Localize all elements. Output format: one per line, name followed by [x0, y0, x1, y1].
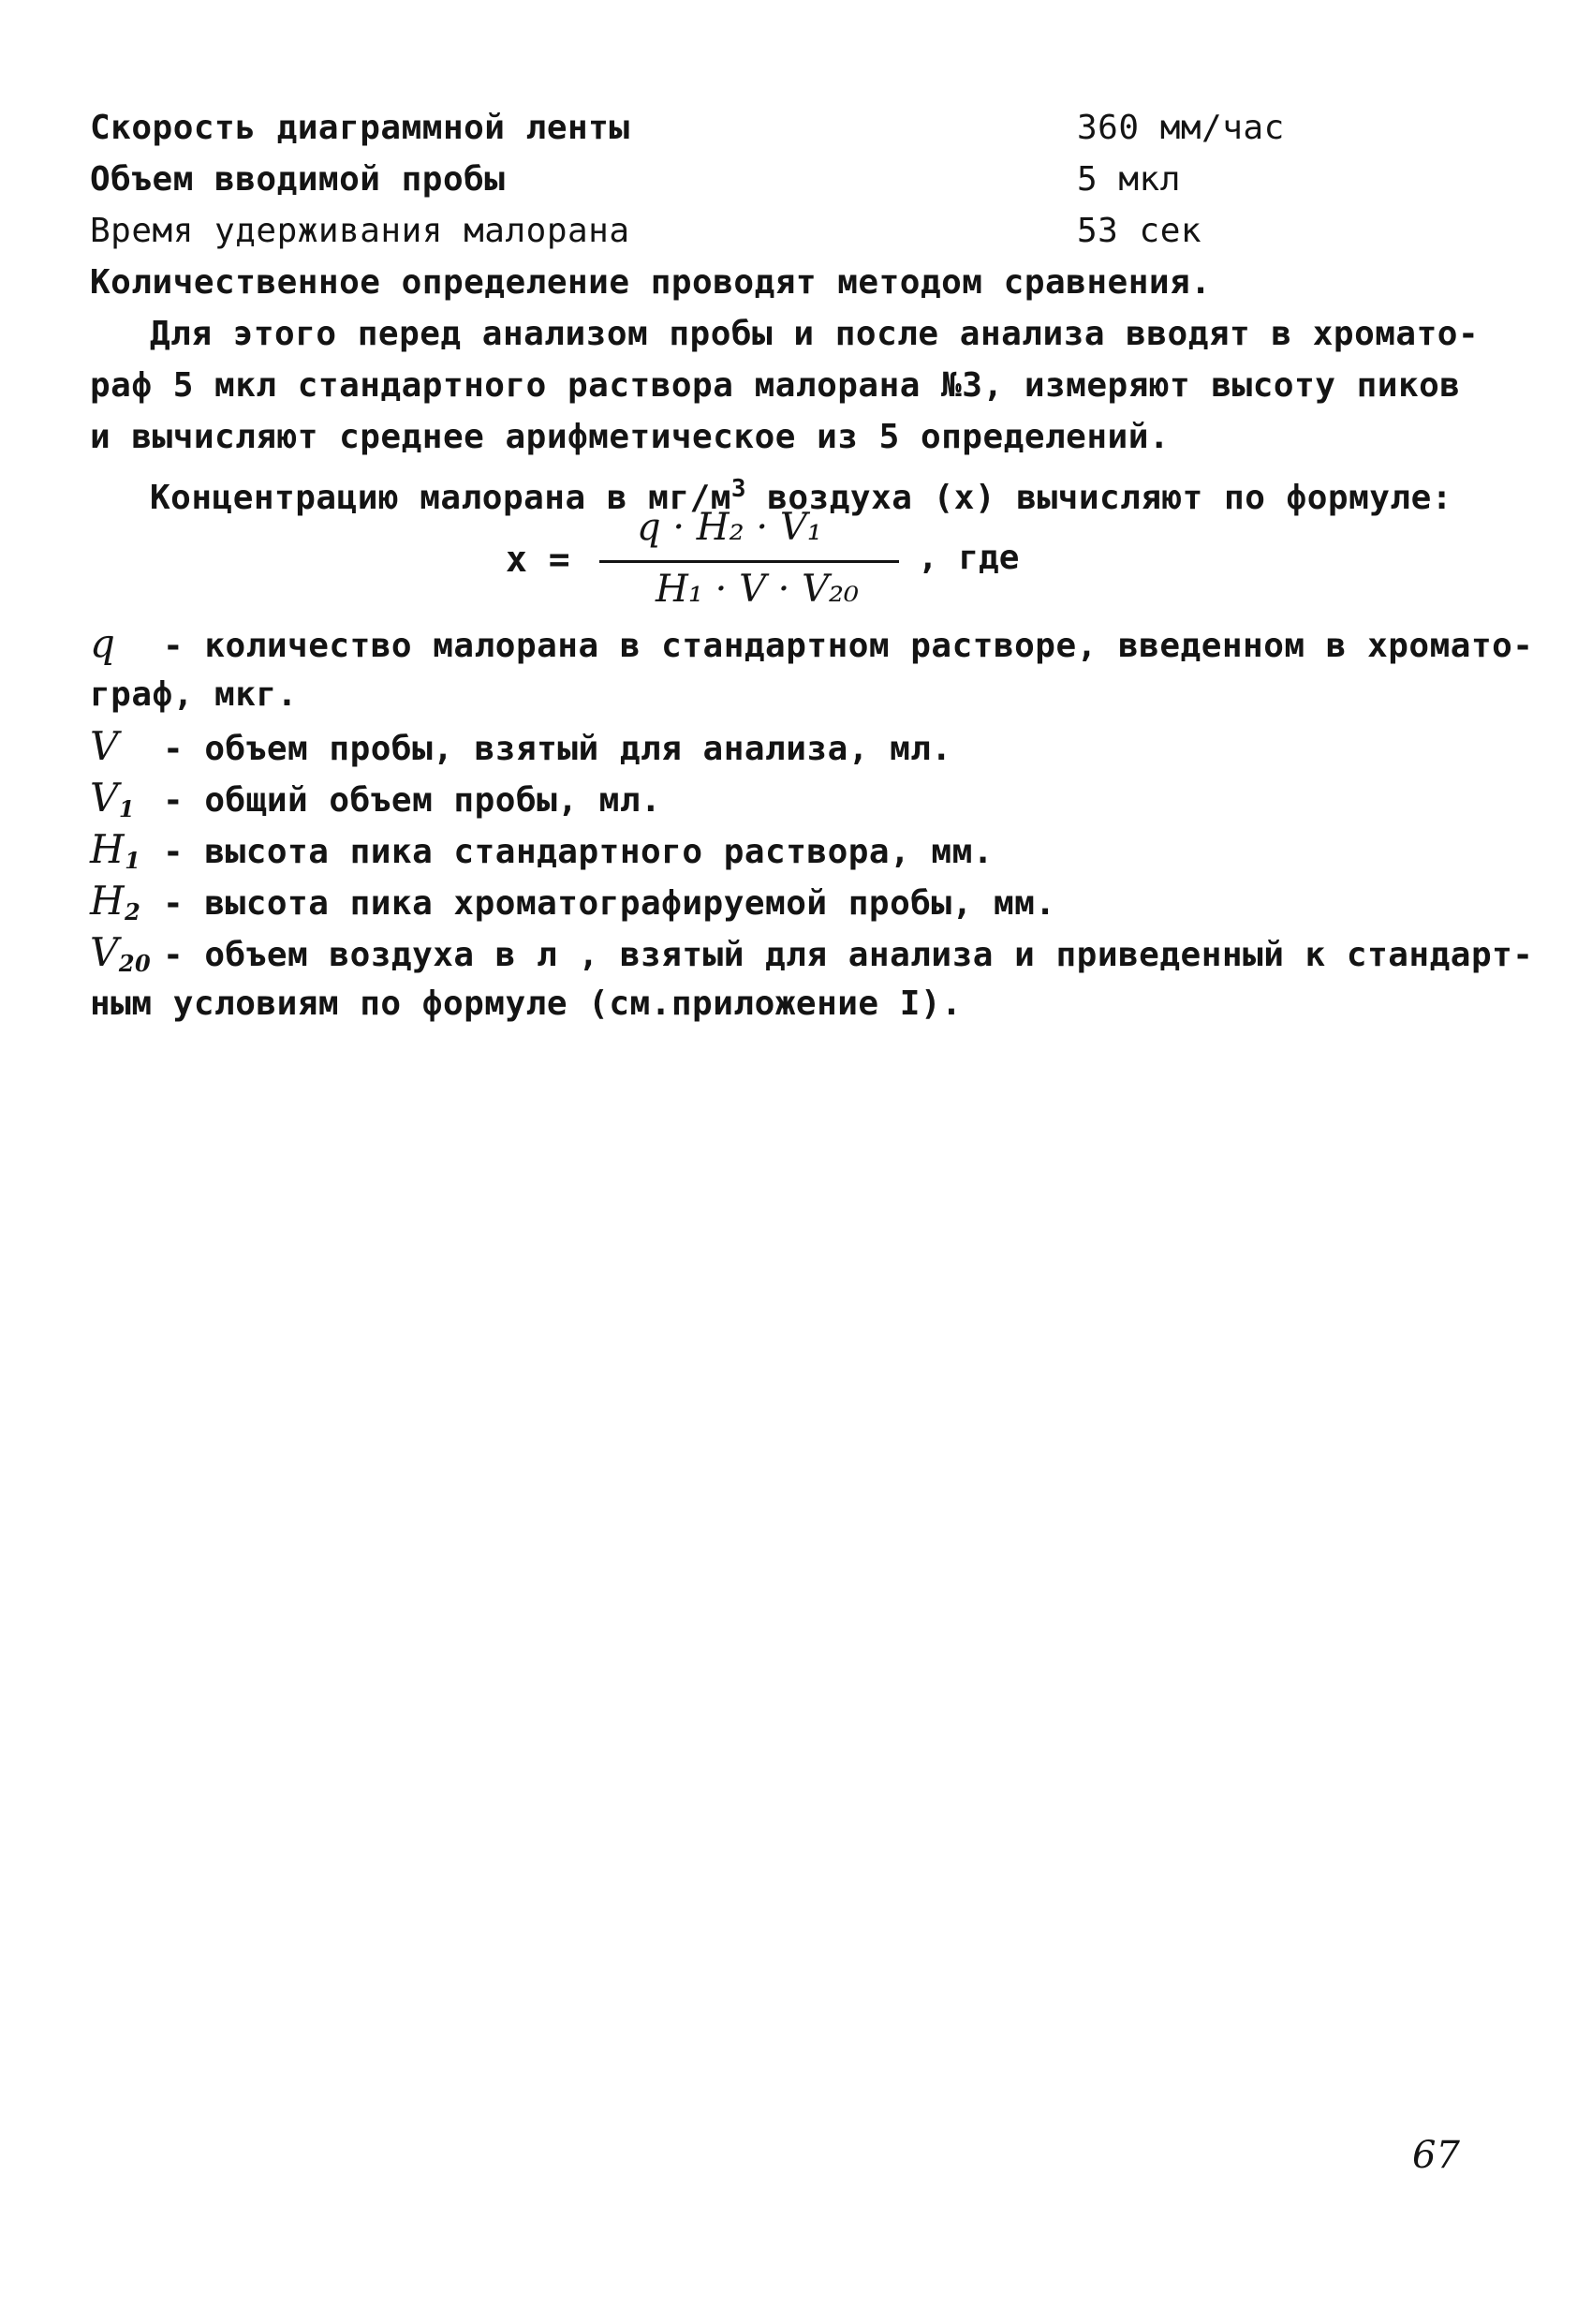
- para1-line1: Для этого перед анализом пробы и после анализа вводят в хромато-: [150, 315, 1480, 353]
- definition-h1-text: - высота пика стандартного раствора, мм.: [163, 833, 994, 871]
- param-label-speed: Скорость диаграммной ленты: [90, 109, 630, 147]
- fraction-bar: [599, 560, 899, 563]
- formula-suffix: , где: [918, 539, 1020, 577]
- symbol-v1: $V_1$: [90, 775, 136, 822]
- formula-denominator: H₁ · V · V₂₀: [656, 568, 860, 611]
- para2-suffix: воздуха (х) вычисляют по формуле:: [746, 479, 1452, 517]
- definition-v-text: - объем пробы, взятый для анализа, мл.: [163, 730, 952, 768]
- param-value-retention: 53 сек: [1077, 212, 1202, 250]
- symbol-q: q: [90, 620, 116, 666]
- definition-q-cont: граф, мкг.: [90, 675, 298, 714]
- para2-prefix: Концентрацию малорана в мг/м: [150, 479, 731, 517]
- definition-h2: [90, 878, 1056, 933]
- symbol-v20: $V_{20}$: [90, 929, 152, 977]
- param-value-volume: 5 мкл: [1077, 160, 1181, 199]
- para1-line3: и вычисляют среднее арифметическое из 5 определений.: [90, 418, 1171, 456]
- param-label-retention: Время удерживания малорана: [90, 212, 630, 250]
- formula-lhs: х =: [506, 539, 570, 580]
- formula-numerator: q · H₂ · V₁: [637, 506, 822, 549]
- definition-h2-text: - высота пика хроматографируемой пробы, мм.: [163, 884, 1056, 923]
- page-number: 67: [1412, 2134, 1460, 2177]
- definition-v1: [90, 777, 661, 830]
- param-value-speed: 360 мм/час: [1077, 109, 1285, 147]
- symbol-v: V: [90, 723, 119, 769]
- definition-q: [90, 620, 1534, 667]
- definition-v20-text: - объем воздуха в л , взятый для анализа и приведенный к стандарт-: [163, 936, 1534, 974]
- definition-v: [90, 723, 952, 770]
- para2-superscript: 3: [730, 475, 747, 503]
- method-text: Количественное определение проводят методом сравнения.: [90, 263, 1212, 302]
- definition-h1: [90, 826, 994, 881]
- param-label-volume: Объем вводимой пробы: [90, 160, 506, 199]
- symbol-h1: $H_1$: [90, 826, 141, 874]
- para1-line2: раф 5 мкл стандартного раствора малорана №3, измеряют высоту пиков: [90, 366, 1461, 405]
- definition-v20: [90, 929, 1534, 984]
- definition-v20-cont: ным условиям по формуле (см.приложение I).: [90, 984, 963, 1023]
- definition-v1-text: - общий объем пробы, мл.: [163, 781, 662, 820]
- definition-q-text: - количество малорана в стандартном растворе, введенном в хромато-: [163, 627, 1534, 665]
- symbol-h2: $H_2$: [90, 878, 141, 925]
